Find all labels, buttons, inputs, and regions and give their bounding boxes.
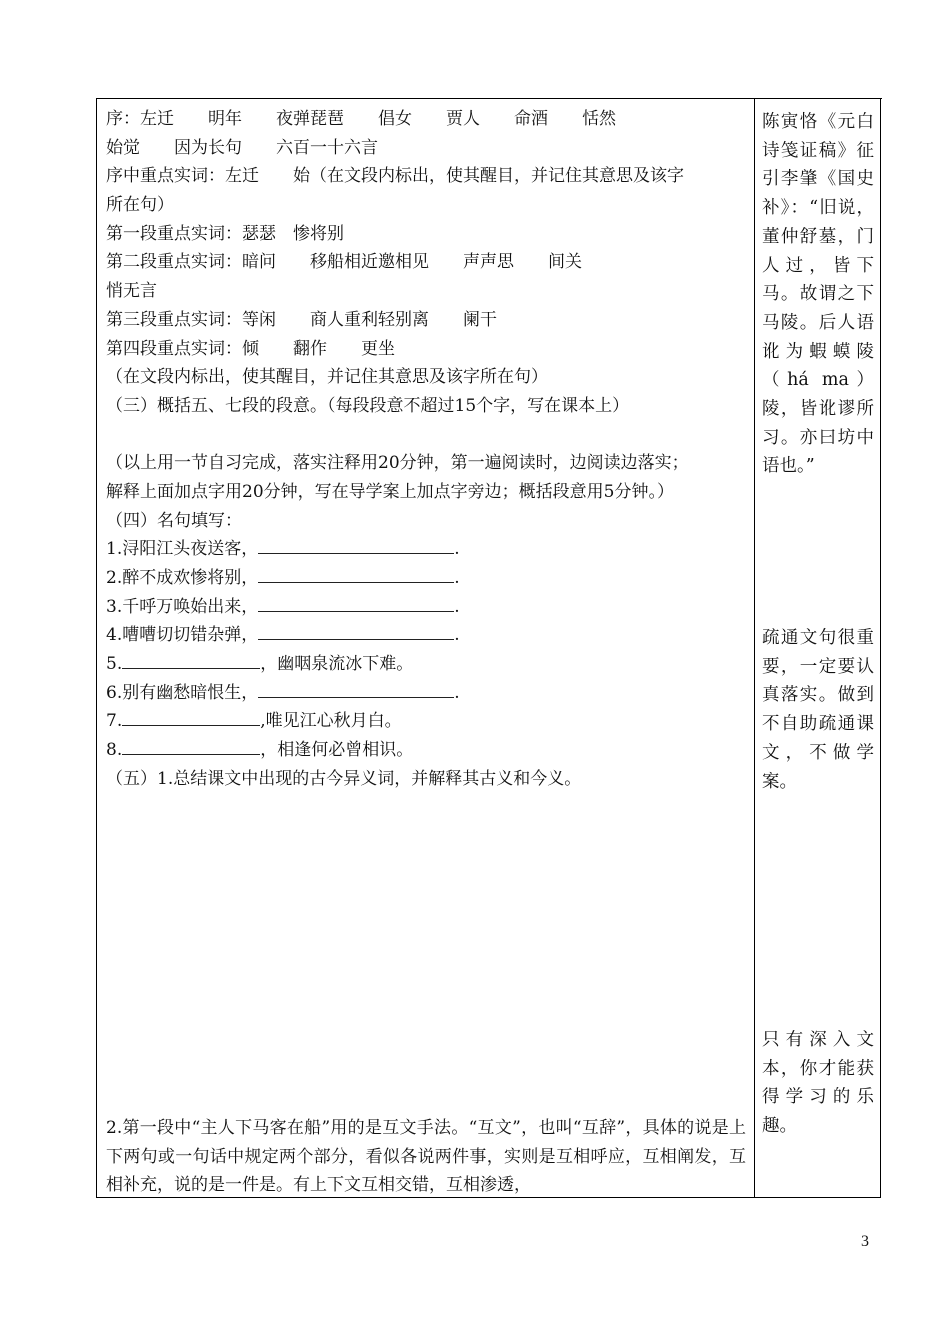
xu-words-line-2: 始觉 因为长句 六百一十六言 bbox=[106, 137, 378, 158]
time-note-2: 解释上面加点字用20分钟，写在导学案上加点字旁边；概括段意用5分钟。） bbox=[106, 481, 674, 502]
fill-item-1: 1.浔阳江头夜送客， . bbox=[106, 535, 746, 564]
section-4-heading: （四）名句填写： bbox=[106, 510, 242, 531]
xu-keywords-2: 所在句） bbox=[106, 195, 174, 216]
answer-blank[interactable] bbox=[122, 736, 260, 755]
fill-item-4: 4.嘈嘈切切错杂弹， . bbox=[106, 621, 746, 650]
column-divider bbox=[754, 98, 755, 1198]
answer-blank[interactable] bbox=[258, 564, 454, 583]
fill-item-3: 3.千呼万唤始出来， . bbox=[106, 593, 746, 622]
side-note-xiamaling: 陈寅恪《元白诗笺证稿》征引李肇《国史补》：“旧说，董仲舒墓，门人过，皆下马。故谓之下马陵。后人语讹为蝦蟆陵（há ma）陵，皆讹谬所习。亦曰坊中语也。” bbox=[762, 112, 874, 477]
side-note-deep-reading: 只有深入文本，你才能获得学习的乐趣。 bbox=[762, 1030, 874, 1137]
fill-item-6: 6.别有幽愁暗恨生， . bbox=[106, 679, 746, 708]
para4-keywords: 第四段重点实词：倾 翻作 更坐 bbox=[106, 338, 395, 359]
answer-blank[interactable] bbox=[122, 707, 260, 726]
fill-item-5: 5. ，幽咽泉流冰下难。 bbox=[106, 650, 746, 679]
page-number: 3 bbox=[861, 1233, 869, 1250]
time-note-1: （以上用一节自习完成，落实注释用20分钟，第一遍阅读时，边阅读边落实； bbox=[106, 453, 689, 474]
para2-keywords: 第二段重点实词：暗问 移船相近邀相见 声声思 间关 bbox=[106, 252, 582, 273]
hu-wen-paragraph: 2.第一段中“主人下马客在船”用的是互文手法。“互文”，也叫“互辞”，具体的说是上下两句或一句话中规定两个部分，看似各说两件事，实则是互相呼应，互相阐发，互相补充，说的是一件是。有上下文互相交错，互相渗透， bbox=[106, 1118, 746, 1196]
main-column bbox=[106, 105, 746, 794]
section-3-heading: （三）概括五、七段的段意。（每段段意不超过15个字，写在课本上） bbox=[106, 395, 630, 416]
xu-keywords: 序中重点实词：左迁 始（在文段内标出，使其醒目，并记住其意思及该字 bbox=[106, 166, 684, 187]
xu-words-line: 序：左迁 明年 夜弹琵琶 倡女 贾人 命酒 恬然 bbox=[106, 109, 616, 129]
para2-keywords-2: 悄无言 bbox=[106, 281, 157, 302]
fill-item-2: 2.醉不成欢惨将别， . bbox=[106, 564, 746, 593]
fill-item-8: 8. ，相逢何必曾相识。 bbox=[106, 736, 746, 765]
para3-keywords: 第三段重点实词：等闲 商人重利轻别离 阑干 bbox=[106, 309, 497, 330]
fill-item-7: 7. ,唯见江心秋月白。 bbox=[106, 707, 746, 736]
para1-keywords: 第一段重点实词：瑟瑟 惨将别 bbox=[106, 223, 344, 244]
answer-blank[interactable] bbox=[258, 535, 454, 554]
answer-blank[interactable] bbox=[258, 679, 454, 698]
side-note-study-advice: 疏通文句很重要，一定要认真落实。做到不自助疏通课文，不做学案。 bbox=[762, 628, 874, 792]
answer-blank[interactable] bbox=[258, 593, 454, 612]
instruction-note: （在文段内标出，使其醒目，并记住其意思及该字所在句） bbox=[106, 367, 548, 388]
answer-blank[interactable] bbox=[258, 621, 454, 640]
answer-blank[interactable] bbox=[122, 650, 260, 669]
section-5-heading: （五）1.总结课文中出现的古今异义词，并解释其古义和今义。 bbox=[106, 768, 582, 789]
